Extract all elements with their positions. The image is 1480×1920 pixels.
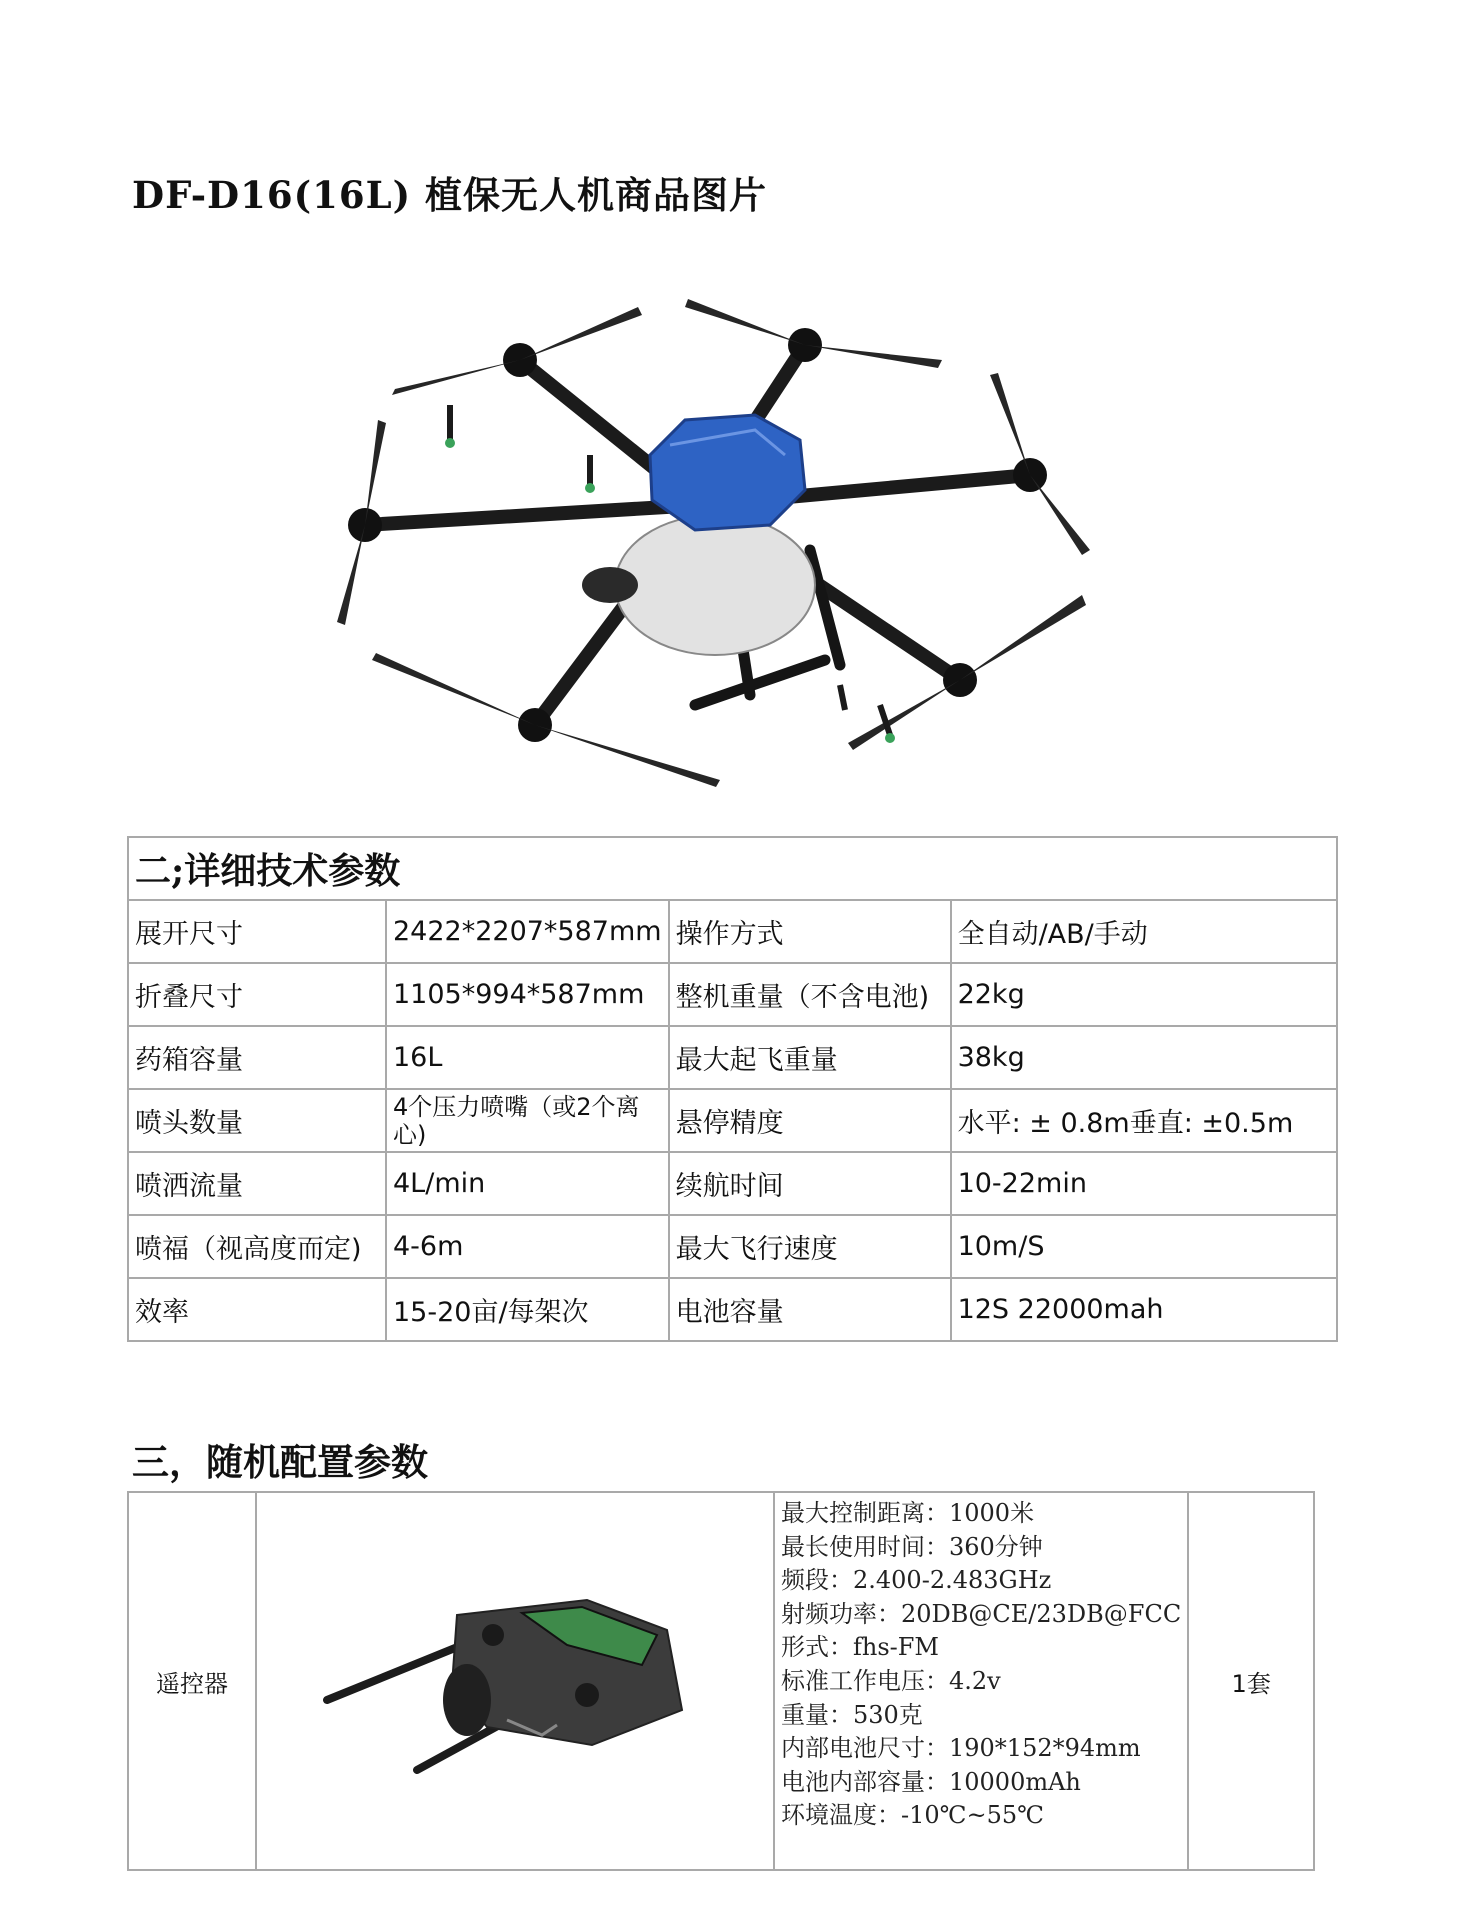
accessories-heading: 三，随机配置参数 [132, 1440, 428, 1484]
table-row [128, 963, 1337, 1026]
table-row [128, 900, 1337, 963]
table-row [128, 1278, 1337, 1341]
spec-label: 效率 [128, 1278, 386, 1341]
spec-label: 喷头数量 [128, 1089, 386, 1152]
spec-line: 内部电池尺寸：190*152*94mm [781, 1734, 1141, 1763]
spec-table-heading: 二;详细技术参数 [128, 837, 1337, 900]
spec-value: 水平: ± 0.8m垂直: ±0.5m [951, 1089, 1337, 1152]
spec-value: 12S 22000mah [951, 1278, 1337, 1341]
spec-label: 折叠尺寸 [128, 963, 386, 1026]
spec-value: 22kg [951, 963, 1337, 1026]
table-row [128, 1089, 1337, 1152]
spec-value: 4个压力喷嘴（或2个离心) [386, 1089, 669, 1152]
spec-line: 最大控制距离：1000米 [781, 1499, 1035, 1527]
spec-label: 整机重量（不含电池) [669, 963, 951, 1026]
spec-line: 射频功率：20DB@CE/23DB@FCC [781, 1599, 1182, 1628]
table-row [128, 1492, 1314, 1870]
accessory-quantity: 1套 [1188, 1492, 1314, 1870]
spec-label: 最大飞行速度 [669, 1215, 951, 1278]
spec-value: 4L/min [386, 1152, 669, 1215]
spec-table [127, 836, 1338, 1342]
table-row [128, 1152, 1337, 1215]
spec-value: 1105*994*587mm [386, 963, 669, 1026]
spec-label: 喷洒流量 [128, 1152, 386, 1215]
drone-image [300, 295, 1100, 795]
spec-label: 药箱容量 [128, 1026, 386, 1089]
spec-value: 15-20亩/每架次 [386, 1278, 669, 1341]
spec-value: 2422*2207*587mm [386, 900, 669, 963]
spec-label: 展开尺寸 [128, 900, 386, 963]
spec-line: 标准工作电压：4.2v [781, 1666, 1001, 1695]
accessories-table [127, 1491, 1315, 1871]
spec-value: 16L [386, 1026, 669, 1089]
table-row [128, 1215, 1337, 1278]
spec-label: 喷福（视高度而定) [128, 1215, 386, 1278]
accessory-specs [774, 1492, 1188, 1870]
spec-line: 形式：fhs-FM [781, 1633, 939, 1662]
spec-label: 最大起飞重量 [669, 1026, 951, 1089]
spec-line: 重量：530克 [781, 1700, 923, 1729]
spec-label: 续航时间 [669, 1152, 951, 1215]
spec-value: 4-6m [386, 1215, 669, 1278]
spec-line: 环境温度：-10℃~55℃ [781, 1801, 1044, 1830]
accessory-name: 遥控器 [128, 1492, 256, 1870]
spec-line: 频段：2.400-2.483GHz [781, 1566, 1052, 1595]
spec-label: 操作方式 [669, 900, 951, 963]
spec-label: 悬停精度 [669, 1089, 951, 1152]
spec-label: 电池容量 [669, 1278, 951, 1341]
spec-line: 最长使用时间：360分钟 [781, 1532, 1043, 1561]
page-title: DF-D16(16L) 植保无人机商品图片 [132, 173, 768, 217]
spec-value: 全自动/AB/手动 [951, 900, 1337, 963]
spec-value: 10m/S [951, 1215, 1337, 1278]
remote-controller-image [256, 1492, 774, 1870]
table-row [128, 1026, 1337, 1089]
spec-value: 10-22min [951, 1152, 1337, 1215]
spec-line: 电池内部容量：10000mAh [781, 1767, 1081, 1796]
spec-value: 38kg [951, 1026, 1337, 1089]
